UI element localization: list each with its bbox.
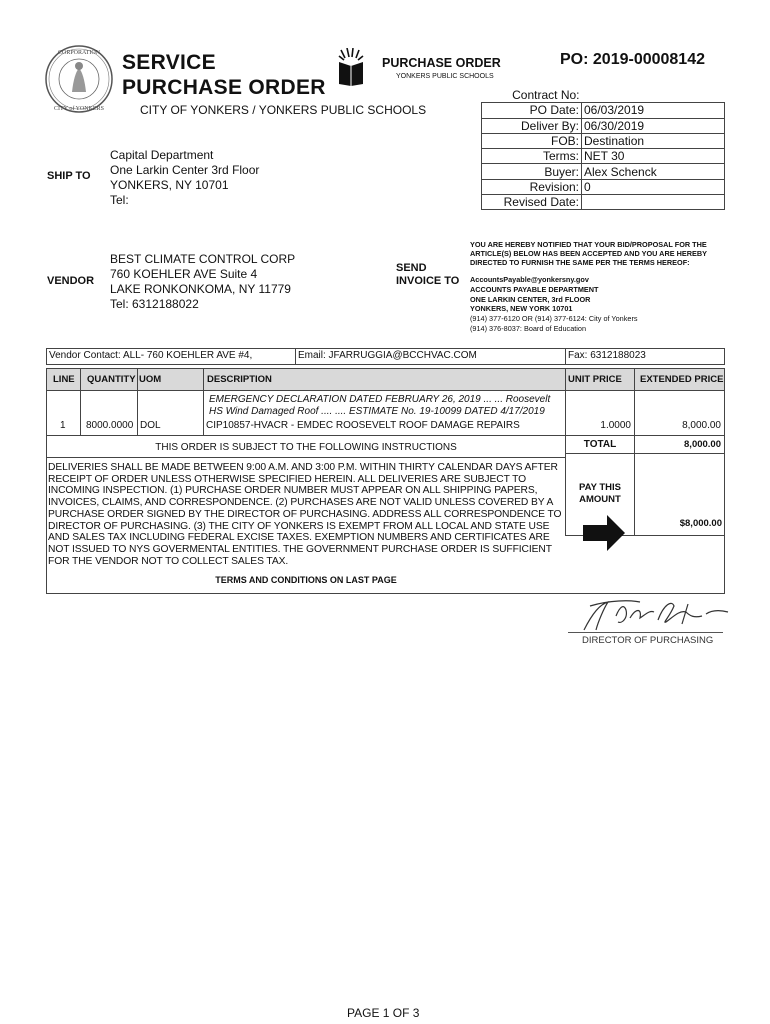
header-line: LINE — [53, 374, 75, 385]
director-signature — [570, 594, 730, 634]
fob-row: FOB: Destination — [482, 133, 725, 148]
pay-amount: $8,000.00 — [679, 518, 722, 529]
document-title — [122, 50, 326, 100]
arrow-right-icon — [583, 513, 627, 553]
book-logo-icon — [337, 48, 365, 86]
revised-date-row: Revised Date: — [482, 195, 725, 210]
contract-no-row: Contract No: — [512, 88, 580, 103]
invoice-email: AccountsPayable@yonkersny.gov — [470, 275, 589, 284]
line-items-section — [46, 368, 725, 594]
instructions-body: DELIVERIES SHALL BE MADE BETWEEN 9:00 A.M. AND 3:00 P.M. WITHIN THIRTY CALENDAR DAYS AFTER RECEIPT OF ORDER UNLESS OTHERWISE SPECIFIED HEREIN. ALL DELIVERIES ARE SUBJECT TO INCOMING INSPECTION. (1) PURCHASE ORDER NUMBER MUST APPEAR ON ALL SHIPPING PAPERS, INVOICES, CLAIMS, AND CORRESPONDENCE. (2) PURCHASES ARE NOT VALID UNLESS COVERED BY A PURCHASE ORDER SIGNED BY THE DIRECTOR OF PURCHASING. ADDRESS ALL CORRESPONDENCE TO DIRECTOR OF PURCHASING. (3) THE CITY OF YONKERS IS EXEMPT FROM ALL LOCAL AND STATE USE AND SALES TAX INCLUDING FEDERAL EXCISE TAXES. EXEMPTION NUMBERS AND CERTIFICATES ARE NOT ISSUED TO NYS GOVERMENTAL ENTITIES. THE GOVERNMENT PURCHASE ORDER IS SUFFICIENT FOR THE VENDOR NOT TO COLLECT SALES TAX. — [48, 462, 562, 567]
revised-date-value — [582, 195, 725, 210]
vendor-contact: Vendor Contact: ALL- 760 KOEHLER AVE #4, — [49, 350, 253, 361]
ship-to-label: SHIP TO — [47, 170, 91, 182]
instructions-title: THIS ORDER IS SUBJECT TO THE FOLLOWING INSTRUCTIONS — [155, 442, 457, 453]
svg-text:CORPORATION: CORPORATION — [57, 50, 101, 56]
city-seal-logo — [44, 44, 114, 114]
logo-subtitle: YONKERS PUBLIC SCHOOLS — [396, 73, 494, 80]
terms-note: TERMS AND CONDITIONS ON LAST PAGE — [215, 575, 397, 585]
page-number: PAGE 1 OF 3 — [347, 1006, 420, 1020]
ship-to-address: Capital Department One Larkin Center 3rd Floor YONKERS, NY 10701 Tel: — [110, 148, 260, 207]
vendor-email: Email: JFARRUGGIA@BCCHVAC.COM — [298, 350, 477, 361]
buyer-row: Buyer: Alex Schenck — [482, 164, 725, 179]
vendor-contact-bar — [46, 348, 725, 365]
header-description: DESCRIPTION — [207, 374, 272, 385]
svg-text:CITY of YONKERS: CITY of YONKERS — [54, 106, 104, 112]
vendor-label: VENDOR — [47, 275, 95, 287]
vendor-fax: Fax: 6312188023 — [568, 350, 646, 361]
pay-this-amount-label: PAY THIS AMOUNT — [578, 482, 622, 505]
revision-row: Revision: 0 — [482, 179, 725, 194]
organization-subtitle: CITY OF YONKERS / YONKERS PUBLIC SCHOOLS — [140, 103, 427, 117]
director-title: DIRECTOR OF PURCHASING — [582, 635, 714, 646]
fob-value: Destination — [582, 133, 725, 148]
revision-value: 0 — [582, 179, 725, 194]
send-invoice-label: SEND INVOICE TO — [396, 262, 460, 287]
terms-value: NET 30 — [582, 149, 725, 164]
title-line-1: SERVICE — [122, 51, 216, 74]
header-uom: UOM — [139, 374, 162, 385]
po-date-value: 06/03/2019 — [582, 103, 725, 118]
deliver-by-row: Deliver By: 06/30/2019 — [482, 118, 725, 133]
terms-row: Terms: NET 30 — [482, 149, 725, 164]
table-row: 1 8000.0000 DOL CIP10857-HVACR - EMDEC ROOSEVELT ROOF DAMAGE REPAIRS 1.0000 8,000.00 — [60, 420, 721, 431]
acceptance-notice: YOU ARE HEREBY NOTIFIED THAT YOUR BID/PROPOSAL FOR THE ARTICLE(S) BELOW HAS BEEN ACCEPTED AND YOU ARE HEREBY DIRECTED TO FURNISH THE SAME PER THE TERMS HEREOF: — [470, 240, 707, 267]
buyer-value: Alex Schenck — [582, 164, 725, 179]
logo-title: PURCHASE ORDER — [382, 56, 501, 70]
po-date-row: PO Date: 06/03/2019 — [482, 103, 725, 118]
invoice-address: AccountsPayable@yonkersny.gov ACCOUNTS PAYABLE DEPARTMENT ONE LARKIN CENTER, 3rd FLOOR YONKERS, NEW YORK 10701 (914) 377-6120 OR (914) 377-6124: City of Yonkers (914) 376-8037: Board of Education — [470, 275, 638, 333]
item-note: EMERGENCY DECLARATION DATED FEBRUARY 26, 2019 ... ... Roosevelt HS Wind Damaged Roof .... .... ESTIMATE No. 19-10099 DATED 4/17/2019 — [209, 394, 551, 417]
vendor-address: BEST CLIMATE CONTROL CORP 760 KOEHLER AVE Suite 4 LAKE RONKONKOMA, NY 11779 Tel: 6312188022 — [110, 252, 296, 311]
header-extended-price: EXTENDED PRICE — [640, 374, 724, 385]
table-header — [47, 369, 724, 391]
signature-line — [568, 632, 723, 633]
title-line-2: PURCHASE ORDER — [122, 76, 326, 99]
total-value: 8,000.00 — [684, 439, 721, 450]
deliver-by-value: 06/30/2019 — [582, 118, 725, 133]
contract-info-table — [481, 88, 725, 210]
total-label: TOTAL — [583, 439, 617, 450]
po-number: PO: 2019-00008142 — [560, 51, 705, 68]
header-quantity: QUANTITY — [87, 374, 136, 385]
header-unit-price: UNIT PRICE — [568, 374, 622, 385]
